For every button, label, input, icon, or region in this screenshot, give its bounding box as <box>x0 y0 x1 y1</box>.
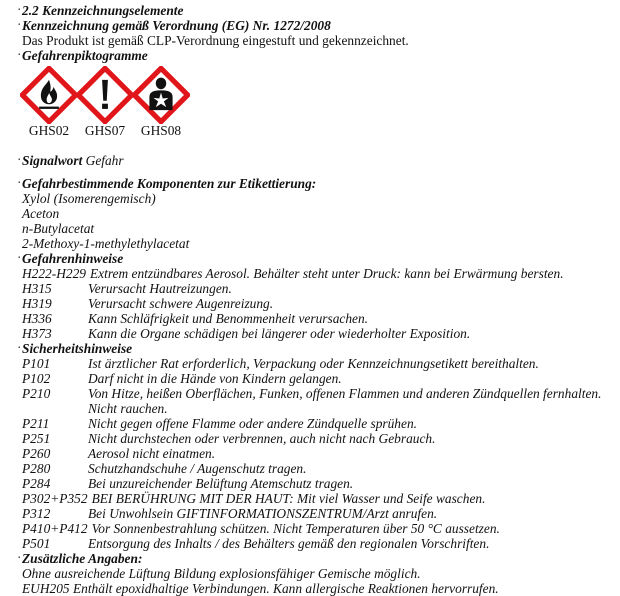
hazard-text: Verursacht Hautreizungen. <box>88 281 232 296</box>
section-title: · 2.2 Kennzeichnungselemente <box>17 2 184 18</box>
precaution-statement <box>22 386 612 401</box>
precaution-code: P302+P352 <box>22 491 88 506</box>
precaution-text: Darf nicht in die Hände von Kindern gelangen. <box>88 371 342 386</box>
precaution-statement <box>22 446 612 461</box>
bullet: · <box>17 2 22 17</box>
precaution-statement <box>22 356 612 371</box>
precaution-text: Nicht gegen offene Flamme oder andere Zündquelle sprühen. <box>88 416 417 431</box>
precaution-statement <box>22 476 612 491</box>
precaution-text: Vor Sonnenbestrahlung schützen. Nicht Temperaturen über 50 °C aussetzen. <box>91 521 500 536</box>
precaution-continuation <box>22 401 612 416</box>
bullet: · <box>17 340 22 355</box>
precaution-statement <box>22 461 612 476</box>
hazard-text: Kann die Organe schädigen bei längerer oder wiederholter Exposition. <box>88 326 471 341</box>
precaution-statement <box>22 536 612 551</box>
hazard-text: Verursacht schwere Augenreizung. <box>88 296 274 311</box>
precaution-text: Nicht rauchen. <box>88 401 168 416</box>
hazard-heading: · Gefahrenhinweise <box>17 250 124 266</box>
precaution-code: P312 <box>22 506 51 521</box>
precaution-code: P410+P412 <box>22 521 88 536</box>
precaution-statement <box>22 491 485 506</box>
hazard-code: H373 <box>22 326 52 341</box>
additional-line: EUH205 Enthält epoxidhaltige Verbindungen. Kann allergische Reaktionen hervorrufen. <box>22 581 499 596</box>
bullet: · <box>17 250 22 265</box>
hazard-statement <box>22 281 582 296</box>
hazard-text: Kann Schläfrigkeit und Benommenheit verursachen. <box>88 311 369 326</box>
exclamation-icon <box>76 66 134 124</box>
precaution-code: P210 <box>22 386 51 401</box>
precaution-text: Bei unzureichender Belüftung Atemschutz tragen. <box>88 476 354 491</box>
precaution-statement <box>22 521 500 536</box>
signal-word-label: Signalwort <box>22 153 83 168</box>
precaution-code: P251 <box>22 431 51 446</box>
health-hazard-icon <box>132 66 190 124</box>
hazard-statement <box>22 326 582 341</box>
pictogram-ghs07 <box>76 66 134 124</box>
bullet: · <box>17 17 22 32</box>
pictogram-ghs02 <box>20 66 78 124</box>
precaution-code: P501 <box>22 536 51 551</box>
precaution-statement <box>22 431 612 446</box>
signal-word-value: Gefahr <box>85 153 124 168</box>
precaution-code: P101 <box>22 356 51 371</box>
precaution-code: P211 <box>22 416 50 431</box>
hazard-statement <box>22 266 564 281</box>
hazard-code: H319 <box>22 296 52 311</box>
bullet: · <box>17 152 22 167</box>
component-item: n-Butylacetat <box>22 221 95 236</box>
precaution-text: Von Hitze, heißen Oberflächen, Funken, offenen Flammen und anderen Zündquellen fernhalten. <box>88 386 602 401</box>
labelling-heading: · Kennzeichnung gemäß Verordnung (EG) Nr. 1272/2008 <box>17 17 331 33</box>
labelling-text: Das Produkt ist gemäß CLP-Verordnung eingestuft und gekennzeichnet. <box>22 33 409 48</box>
precaution-statement <box>22 506 612 521</box>
component-item: Xylol (Isomerengemisch) <box>22 191 156 206</box>
precaution-statement <box>22 371 612 386</box>
component-item: Aceton <box>22 206 60 221</box>
precaution-text: Aerosol nicht einatmen. <box>88 446 216 461</box>
component-item: 2-Methoxy-1-methylethylacetat <box>22 236 190 251</box>
pictograms-heading: · Gefahrenpiktogramme <box>17 47 148 63</box>
additional-line: Ohne ausreichende Lüftung Bildung explosionsfähiger Gemische möglich. <box>22 566 421 581</box>
precaution-code: P280 <box>22 461 51 476</box>
precaution-heading: · Sicherheitshinweise <box>17 340 133 356</box>
additional-heading: · Zusätzliche Angaben: <box>17 550 143 566</box>
hazard-statement <box>22 296 582 311</box>
pictogram-label-ghs07: GHS07 <box>84 123 126 138</box>
precaution-text: Nicht durchstechen oder verbrennen, auch nicht nach Gebrauch. <box>88 431 436 446</box>
precaution-text: BEI BERÜHRUNG MIT DER HAUT: Mit viel Wasser und Seife waschen. <box>91 491 486 506</box>
components-heading: · Gefahrbestimmende Komponenten zur Etikettierung: <box>17 175 317 191</box>
precaution-code: P284 <box>22 476 51 491</box>
hazard-code: H315 <box>22 281 52 296</box>
hazard-code: H222-H229 <box>22 266 86 281</box>
flame-icon <box>20 66 78 124</box>
pictogram-ghs08 <box>132 66 190 124</box>
precaution-code: P102 <box>22 371 51 386</box>
bullet: · <box>17 550 22 565</box>
hazard-text: Extrem entzündbares Aerosol. Behälter steht unter Druck: kann bei Erwärmung bersten. <box>89 266 564 281</box>
precaution-statement <box>22 416 612 431</box>
pictogram-label-ghs02: GHS02 <box>28 123 70 138</box>
bullet: · <box>17 175 22 190</box>
signal-word <box>17 152 124 168</box>
precaution-code: P260 <box>22 446 51 461</box>
precaution-text: Ist ärztlicher Rat erforderlich, Verpackung oder Kennzeichnungsetikett bereithalten. <box>88 356 539 371</box>
precaution-text: Schutzhandschuhe / Augenschutz tragen. <box>88 461 307 476</box>
precaution-text: Entsorgung des Inhalts / des Behälters gemäß den regionalen Vorschriften. <box>88 536 490 551</box>
bullet: · <box>17 47 22 62</box>
hazard-code: H336 <box>22 311 52 326</box>
pictogram-label-ghs08: GHS08 <box>140 123 182 138</box>
precaution-text: Bei Unwohlsein GIFTINFORMATIONSZENTRUM/Arzt anrufen. <box>88 506 438 521</box>
hazard-statement <box>22 311 582 326</box>
